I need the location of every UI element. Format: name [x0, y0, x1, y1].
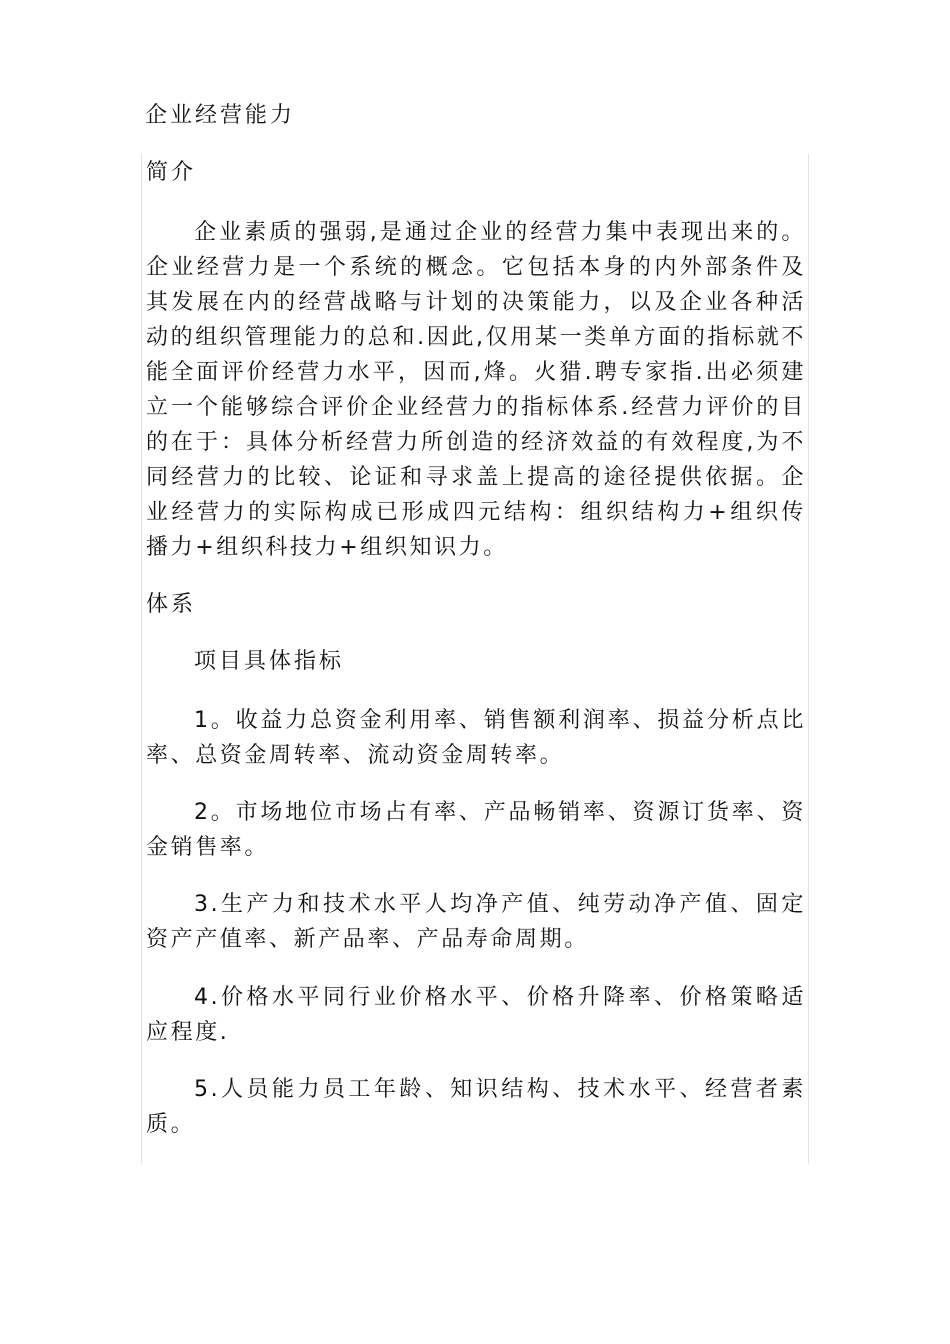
items-header: 项目具体指标 — [194, 649, 345, 674]
intro-paragraph: 企业素质的强弱,是通过企业的经营力集中表现出来的。企业经营力是一个系统的概念。它包括本身的内外部条件及其发展在内的经营战略与计划的决策能力，以及企业各种活动的组织管理能力的总和.因此,仅用某一类单方面的指标就不能全面评价经营力水平，因而,烽。火猎.聘专家指.出必须建立一个能够综合评价企业经营力的指标体系.经营力评价的目的在于：具体分析经营力所创造的经济效益的有效程度,为不同经营力的比较、论证和寻求盖上提高的途径提供依据。企业经营力的实际构成已形成四元结构：组织结构力+组织传播力+组织科技力+组织知识力。 — [146, 220, 806, 560]
indicator-item-2: 2。市场地位市场占有率、产品畅销率、资源订货率、资金销售率。 — [146, 800, 806, 860]
indicator-item-3: 3.生产力和技术水平人均净产值、纯劳动净产值、固定资产产值率、新产品率、产品寿命周期。 — [146, 892, 806, 952]
content-panel — [141, 154, 809, 1164]
indicator-item-1: 1。收益力总资金利用率、销售额利润率、损益分析点比率、总资金周转率、流动资金周转率。 — [146, 708, 806, 768]
system-heading: 体系 — [146, 592, 197, 617]
indicator-item-5: 5.人员能力员工年龄、知识结构、技术水平、经营者素质。 — [146, 1077, 806, 1137]
intro-heading: 简介 — [146, 160, 197, 185]
indicator-item-4: 4.价格水平同行业价格水平、价格升降率、价格策略适应程度. — [146, 985, 806, 1045]
page-title: 企业经营能力 — [145, 103, 296, 128]
